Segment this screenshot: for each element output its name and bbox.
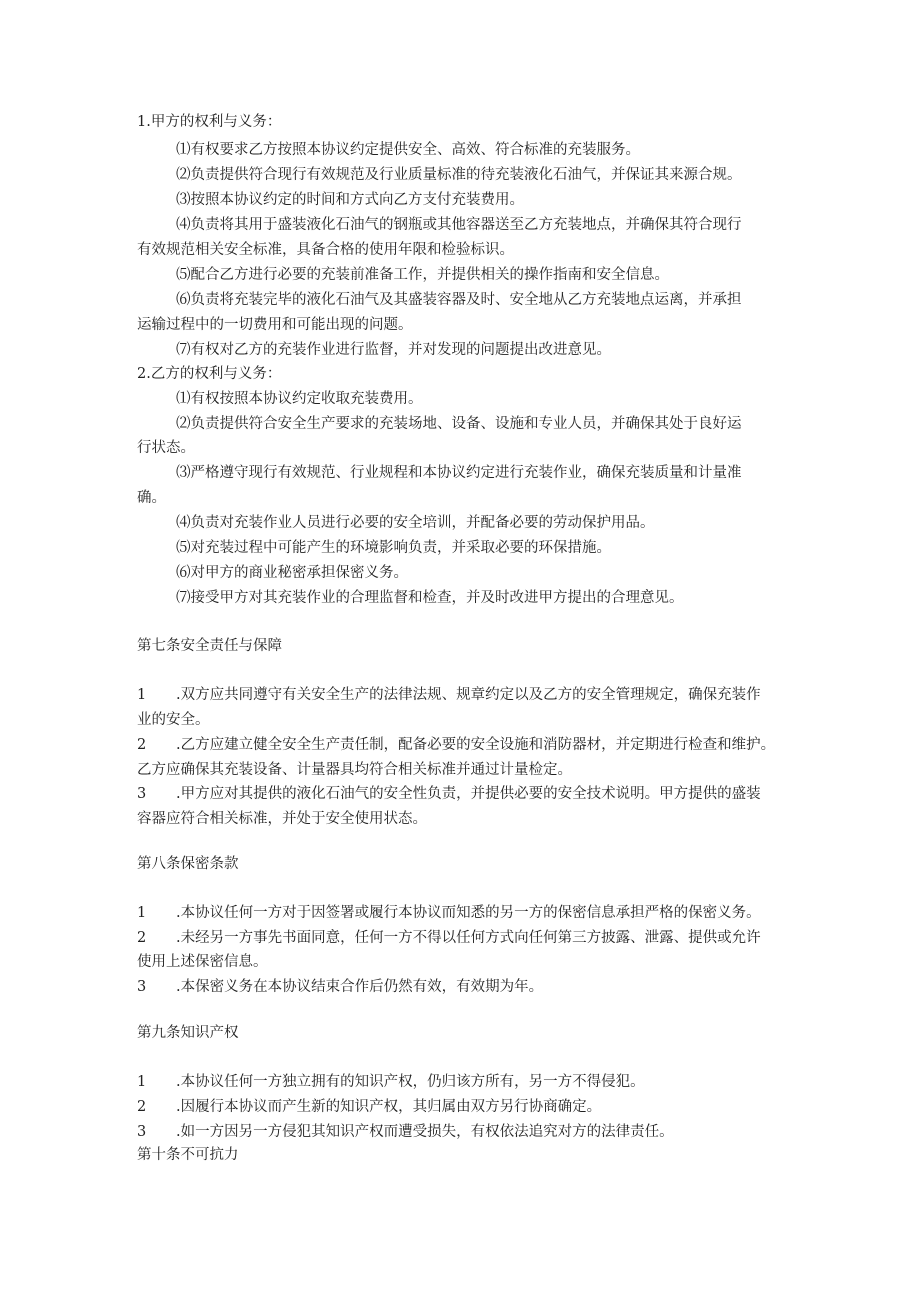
- item-number: 3: [137, 1124, 147, 1140]
- article-heading: 第八条保密条款: [137, 856, 239, 872]
- item-text: .未经另一方事先书面同意，任何一方不得以任何方式向任何第三方披露、泄露、提供或允许: [176, 930, 761, 946]
- article-item: [137, 975, 543, 1000]
- item-number: 2: [137, 737, 147, 753]
- clause-line: ⑶严格遵守现行有效规范、行业规程和本协议约定进行充装作业，确保充装质量和计量准: [176, 465, 742, 481]
- item-text: 乙方应确保其充装设备、计量器具均符合相关标准并通过计量检定。: [137, 762, 572, 778]
- article-item: [137, 733, 775, 758]
- item-text: 使用上述保密信息。: [137, 954, 268, 970]
- section-heading: 1.甲方的权利与义务：: [137, 114, 282, 130]
- article-heading: 第七条安全责任与保障: [137, 638, 282, 654]
- item-number: 1: [137, 905, 147, 921]
- clause-line: ⑸对充装过程中可能产生的环境影响负责，并采取必要的环保措施。: [176, 540, 611, 556]
- clause-line: ⑶按照本协议约定的时间和方式向乙方支付充装费用。: [176, 192, 524, 208]
- clause-line: ⑺有权对乙方的充装作业进行监督，并对发现的问题提出改进意见。: [176, 342, 611, 358]
- item-text: .乙方应建立健全安全生产责任制，配备必要的安全设施和消防器材，并定期进行检查和维护。: [176, 737, 776, 753]
- item-number: 1: [137, 1074, 147, 1090]
- article-item: [137, 901, 761, 926]
- clause-line: ⑴有权要求乙方按照本协议约定提供安全、高效、符合标准的充装服务。: [176, 142, 640, 158]
- article-item: [137, 807, 427, 832]
- article-item: [137, 1095, 601, 1120]
- item-text: 业的安全。: [137, 712, 210, 728]
- clause-line: ⑵负责提供符合安全生产要求的充装场地、设备、设施和专业人员，并确保其处于良好运: [176, 416, 742, 432]
- clause-line: ⑸配合乙方进行必要的充装前准备工作，并提供相关的操作指南和安全信息。: [176, 267, 669, 283]
- clause-line: ⑴有权按照本协议约定收取充装费用。: [176, 391, 423, 407]
- item-text: 容器应符合相关标准，并处于安全使用状态。: [137, 811, 427, 827]
- item-number: 2: [137, 930, 147, 946]
- clause-line: ⑹对甲方的商业秘密承担保密义务。: [176, 565, 408, 581]
- article-item: [137, 708, 210, 733]
- article-heading: 第十条不可抗力: [137, 1147, 239, 1163]
- clause-line: 确。: [137, 490, 166, 506]
- item-text: .如一方因另一方侵犯其知识产权而遭受损失，有权依法追究对方的法律责任。: [176, 1124, 674, 1140]
- clause-line: 有效规范相关安全标准，具备合格的使用年限和检验标识。: [137, 242, 514, 258]
- item-number: 3: [137, 786, 147, 802]
- item-text: .双方应共同遵守有关安全生产的法律法规、规章约定以及乙方的安全管理规定，确保充装作: [176, 687, 761, 703]
- article-item: [137, 926, 761, 951]
- article-item: [137, 683, 761, 708]
- clause-line: ⑷负责将其用于盛装液化石油气的钢瓶或其他容器送至乙方充装地点，并确保其符合现行: [176, 217, 742, 233]
- article-heading: 第九条知识产权: [137, 1025, 239, 1041]
- item-text: .本协议任何一方对于因签署或履行本协议而知悉的另一方的保密信息承担严格的保密义务。: [176, 905, 761, 921]
- clause-line: ⑵负责提供符合现行有效规范及行业质量标准的待充装液化石油气，并保证其来源合规。: [176, 167, 742, 183]
- item-text: .因履行本协议而产生新的知识产权，其归属由双方另行协商确定。: [176, 1099, 602, 1115]
- clause-line: ⑹负责将充装完毕的液化石油气及其盛装容器及时、安全地从乙方充装地点运离，并承担: [176, 292, 742, 308]
- article-item: [137, 1120, 674, 1145]
- section-heading: 2.乙方的权利与义务：: [137, 366, 282, 382]
- clause-line: 行状态。: [137, 440, 195, 456]
- clause-line: ⑷负责对充装作业人员进行必要的安全培训，并配备必要的劳动保护用品。: [176, 515, 655, 531]
- article-item: [137, 950, 268, 975]
- article-item: [137, 782, 761, 807]
- item-text: .本保密义务在本协议结束合作后仍然有效，有效期为年。: [176, 979, 544, 995]
- item-number: 1: [137, 687, 147, 703]
- item-text: .本协议任何一方独立拥有的知识产权，仍归该方所有，另一方不得侵犯。: [176, 1074, 645, 1090]
- article-item: [137, 1070, 645, 1095]
- clause-line: ⑺接受甲方对其充装作业的合理监督和检查，并及时改进甲方提出的合理意见。: [176, 590, 684, 606]
- clause-line: 运输过程中的一切费用和可能出现的问题。: [137, 317, 413, 333]
- item-number: 3: [137, 979, 147, 995]
- item-text: .甲方应对其提供的液化石油气的安全性负责，并提供必要的安全技术说明。甲方提供的盛装: [176, 786, 761, 802]
- article-item: [137, 758, 572, 783]
- item-number: 2: [137, 1099, 147, 1115]
